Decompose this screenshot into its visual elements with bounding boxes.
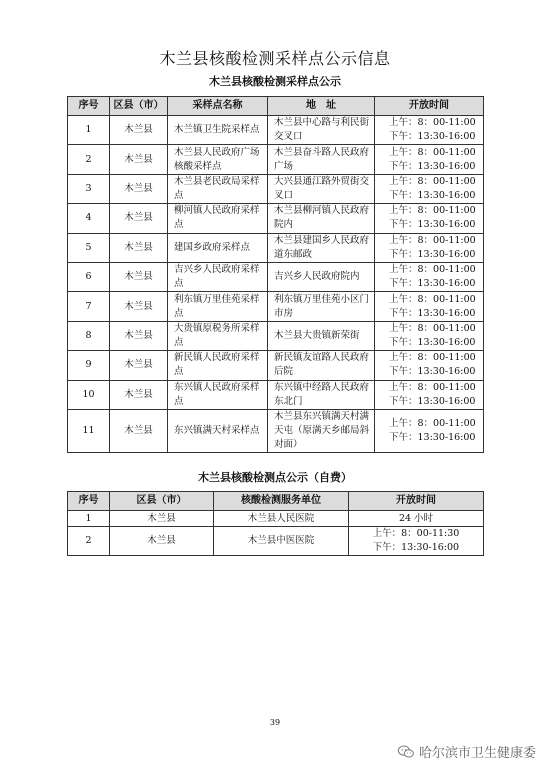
county-cell: 木兰县 — [110, 292, 168, 321]
wechat-icon — [397, 745, 415, 759]
county-cell: 木兰县 — [110, 233, 168, 262]
header-no: 序号 — [68, 97, 110, 116]
county-cell: 木兰县 — [110, 409, 168, 452]
site-name-cell: 大贵镇原税务所采样点 — [168, 321, 268, 350]
hours-cell — [375, 174, 484, 203]
hours-line: 上午：8：00-11:00 — [389, 264, 476, 276]
table-header-row — [68, 97, 484, 116]
header-site-name: 采样点名称 — [168, 97, 268, 116]
table-header-row — [68, 492, 484, 511]
hours-block — [389, 263, 476, 291]
table-row — [68, 321, 484, 350]
site-name-cell: 建国乡政府采样点 — [168, 233, 268, 262]
address-cell: 吉兴乡人民政府院内 — [268, 262, 375, 291]
hours-block — [389, 293, 476, 321]
row-number: 1 — [68, 511, 110, 527]
hours-line: 上午：8：00-11:00 — [389, 146, 476, 158]
hours-block — [389, 351, 476, 379]
header-address: 地 址 — [268, 97, 375, 116]
table-row — [68, 380, 484, 409]
table-row — [68, 409, 484, 452]
site-name-cell: 新民镇人民政府采样点 — [168, 351, 268, 380]
site-name-cell: 吉兴乡人民政府采样点 — [168, 262, 268, 291]
hours-line: 上午：8：00-11:00 — [389, 175, 476, 187]
address-cell: 利东镇万里佳苑小区门市房 — [268, 292, 375, 321]
hours-block — [389, 175, 476, 203]
row-number: 4 — [68, 204, 110, 233]
table-row — [68, 262, 484, 291]
site-name-cell: 柳河镇人民政府采样点 — [168, 204, 268, 233]
hours-line: 下午：13:30-16:00 — [389, 160, 476, 172]
row-number: 2 — [68, 527, 110, 556]
address-cell: 木兰县建国乡人民政府道东邮政 — [268, 233, 375, 262]
hours-line: 下午：13:30-16:00 — [389, 431, 476, 443]
county-cell: 木兰县 — [110, 527, 214, 556]
hours-cell — [375, 292, 484, 321]
service-unit-cell: 木兰县中医医院 — [214, 527, 349, 556]
hours-block — [389, 116, 476, 144]
header-hours: 开放时间 — [375, 97, 484, 116]
table-row — [68, 292, 484, 321]
hours-block — [389, 322, 476, 350]
hours-line: 下午：13:30-16:00 — [389, 336, 476, 348]
hours-line: 上午：8：00-11:30 — [372, 528, 460, 539]
page-title: 木兰县核酸检测采样点公示信息 — [159, 49, 391, 68]
header-county: 区县（市） — [110, 97, 168, 116]
county-cell: 木兰县 — [110, 204, 168, 233]
service-unit-cell: 木兰县人民医院 — [214, 511, 349, 527]
row-number: 5 — [68, 233, 110, 262]
county-cell: 木兰县 — [110, 174, 168, 203]
table-row — [68, 511, 484, 527]
hours-line: 上午：8：00-11:00 — [389, 293, 476, 305]
hours-cell — [349, 511, 484, 527]
hours-line: 下午：13:30-16:00 — [389, 219, 476, 231]
hours-cell — [375, 380, 484, 409]
hours-line: 下午：13:30-16:00 — [389, 131, 476, 143]
header-hours: 开放时间 — [349, 492, 484, 511]
hours-cell — [375, 116, 484, 145]
self-pay-table-title: 木兰县核酸检测点公示（自费） — [198, 471, 352, 484]
page-number: 39 — [269, 718, 281, 727]
site-name-cell: 木兰县老民政局采样点 — [168, 174, 268, 203]
hours-line: 上午：8：00-11:00 — [389, 117, 476, 129]
row-number: 2 — [68, 145, 110, 174]
site-name-cell: 东兴镇满天村采样点 — [168, 409, 268, 452]
address-cell: 东兴镇中经路人民政府东北门 — [268, 380, 375, 409]
table-row — [68, 527, 484, 556]
row-number: 3 — [68, 174, 110, 203]
hours-cell — [349, 527, 484, 556]
hours-block — [389, 417, 476, 445]
hours-block — [399, 512, 433, 526]
county-cell: 木兰县 — [110, 262, 168, 291]
site-name-cell: 木兰县人民政府广场核酸采样点 — [168, 145, 268, 174]
county-cell: 木兰县 — [110, 116, 168, 145]
hours-line: 上午：8：00-11:00 — [389, 322, 476, 334]
site-name-cell: 东兴镇人民政府采样点 — [168, 380, 268, 409]
hours-block — [389, 234, 476, 262]
hours-cell — [375, 321, 484, 350]
table-row — [68, 174, 484, 203]
hours-block — [389, 204, 476, 232]
address-cell: 木兰县柳河镇人民政府院内 — [268, 204, 375, 233]
hours-cell — [375, 145, 484, 174]
site-name-cell: 利东镇万里佳苑采样点 — [168, 292, 268, 321]
hours-cell — [375, 233, 484, 262]
hours-line: 下午：13:30-16:00 — [389, 395, 476, 407]
address-cell: 木兰县奋斗路人民政府广场 — [268, 145, 375, 174]
table-row — [68, 145, 484, 174]
address-cell: 大兴县通江路外贸街交叉口 — [268, 174, 375, 203]
hours-line: 上午：8：00-11:00 — [389, 417, 476, 429]
county-cell: 木兰县 — [110, 321, 168, 350]
hours-line: 24 小时 — [398, 512, 434, 524]
hours-line: 上午：8：00-11:00 — [389, 381, 476, 393]
address-cell: 木兰县中心路与利民街交叉口 — [268, 116, 375, 145]
hours-line: 下午：13:30-16:00 — [389, 278, 476, 290]
hours-line: 下午：13:30-16:00 — [372, 542, 460, 553]
sampling-sites-table-title: 木兰县核酸检测采样点公示 — [209, 75, 341, 88]
header-no: 序号 — [68, 492, 110, 511]
hours-line: 上午：8：00-11:00 — [389, 352, 476, 364]
sampling-sites-table — [67, 96, 484, 453]
address-cell: 木兰县大贵镇新荣街 — [268, 321, 375, 350]
county-cell: 木兰县 — [110, 145, 168, 174]
hours-line: 下午：13:30-16:00 — [389, 307, 476, 319]
table-row — [68, 204, 484, 233]
county-cell: 木兰县 — [110, 511, 214, 527]
county-cell: 木兰县 — [110, 351, 168, 380]
table-row — [68, 233, 484, 262]
row-number: 8 — [68, 321, 110, 350]
watermark — [397, 742, 536, 761]
hours-block — [389, 146, 476, 174]
row-number: 9 — [68, 351, 110, 380]
table-row — [68, 116, 484, 145]
row-number: 1 — [68, 116, 110, 145]
address-cell: 新民镇友谊路人民政府后院 — [268, 351, 375, 380]
header-service-unit: 核酸检测服务单位 — [214, 492, 349, 511]
hours-cell — [375, 409, 484, 452]
hours-block — [389, 381, 476, 409]
county-cell: 木兰县 — [110, 380, 168, 409]
hours-cell — [375, 351, 484, 380]
watermark-text: 哈尔滨市卫生健康委 — [418, 746, 536, 761]
row-number: 6 — [68, 262, 110, 291]
hours-line: 下午：13:30-16:00 — [389, 189, 476, 201]
table-row — [68, 351, 484, 380]
hours-line: 下午：13:30-16:00 — [389, 366, 476, 378]
row-number: 7 — [68, 292, 110, 321]
row-number: 11 — [68, 409, 110, 452]
site-name-cell: 木兰镇卫生院采样点 — [168, 116, 268, 145]
hours-cell — [375, 204, 484, 233]
hours-line: 下午：13:30-16:00 — [389, 248, 476, 260]
address-cell: 木兰县东兴镇满天村满天屯（原满天乡邮局斜对面） — [268, 409, 375, 452]
self-pay-testing-table — [67, 491, 484, 556]
hours-line: 上午：8：00-11:00 — [389, 234, 476, 246]
hours-cell — [375, 262, 484, 291]
hours-line: 上午：8：00-11:00 — [389, 205, 476, 217]
row-number: 10 — [68, 380, 110, 409]
header-county: 区县（市） — [110, 492, 214, 511]
hours-block — [373, 527, 460, 555]
